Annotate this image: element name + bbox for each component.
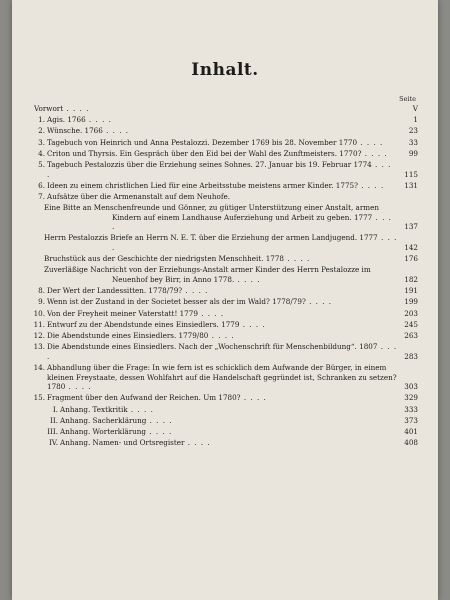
toc-entry-text (34, 115, 418, 125)
toc-entry-title: Wenn ist der Zustand in der Societet besser als der im Wald? 1778/79? (47, 297, 306, 307)
leader-dots: . . . . (239, 319, 266, 329)
toc-entry-title: Zuverläßige Nachricht von der Erziehungs-Anstalt armer Kinder des Herrn Pestalozze im Neuenhof bey Birr, in Anno 1778. (44, 265, 371, 285)
toc-entry-text (34, 438, 418, 448)
toc-entry-number: 6. (38, 180, 45, 190)
toc-entry-title: Anhang. Textkritik (60, 404, 128, 414)
toc-entry-page: 401 (404, 426, 418, 436)
leader-dots: . . . . (197, 308, 225, 318)
toc-entry-title: Anhang. Sacherklärung (60, 415, 147, 425)
toc-entry-number: 11. (33, 319, 45, 329)
toc-entry (34, 104, 418, 114)
toc-entry-page: 176 (404, 254, 418, 264)
toc-entry (34, 427, 418, 437)
toc-entry-text (34, 286, 418, 296)
toc-entry-text (34, 192, 418, 202)
toc-entry-text (34, 320, 418, 330)
leader-dots: . . . . (112, 233, 398, 253)
toc-entry-text (34, 363, 418, 392)
toc-entry-title: Die Abendstunde eines Einsiedlers. 1779/80 (47, 330, 209, 340)
toc-entry-number: II. (50, 415, 58, 425)
toc-entry-number: 7. (38, 191, 45, 201)
toc-entry-text (34, 203, 418, 232)
toc-entry-text (34, 254, 418, 264)
toc-entry-page: 303 (404, 382, 418, 392)
toc-entry-page: 191 (404, 286, 418, 296)
toc-entry-text (34, 393, 418, 403)
toc-entry-page: V (412, 104, 418, 113)
leader-dots: . . . . (234, 275, 261, 285)
toc-entry-title: Tagebuch Pestalozzis über die Erziehung seines Sohnes. 27. Januar bis 19. Februar 1774 (47, 159, 372, 169)
toc-entry-text (34, 233, 418, 252)
toc-entry (34, 138, 418, 148)
leader-dots: . . . . (65, 382, 92, 392)
toc-entry (34, 181, 418, 191)
toc-entry-title: Fragment über den Aufwand der Reichen. Um 1780? (47, 393, 241, 403)
toc-entry-title: Eine Bitte an Menschenfreunde und Gönner, zu gütiger Unterstützung einer Anstalt, armen Kindern auf einem Landhause Auferziehung und Arbeit zu geben. 1777 (44, 203, 379, 222)
toc-entry-title: Entwurf zu der Abendstunde eines Einsiedlers. 1779 (47, 319, 240, 329)
toc-entry-title: Anhang. Worterklärung (60, 426, 147, 436)
toc-entry-text (34, 149, 418, 159)
toc-entry-text (34, 309, 418, 319)
toc-entry-text (34, 331, 418, 341)
toc-entry-text (34, 416, 418, 426)
toc-entry-number: 5. (38, 159, 45, 169)
toc-entry-page: 408 (404, 438, 418, 448)
toc-entry (34, 192, 418, 202)
toc-entry-page: 131 (404, 180, 418, 190)
toc-entry (34, 286, 418, 296)
toc-entry-number: 2. (38, 126, 45, 136)
toc-entry-page: 33 (408, 137, 418, 147)
toc-entry-number: III. (47, 426, 58, 436)
toc-entry (34, 297, 418, 307)
toc-entry-text (34, 181, 418, 191)
toc-entry (34, 149, 418, 159)
toc-entry-title: Herrn Pestalozzis Briefe an Herrn N. E. T. über die Erziehung der armen Landjugend. 1777 (44, 233, 378, 243)
toc-entry-number: 3. (38, 137, 45, 147)
leader-dots: . . . . (146, 426, 173, 436)
toc-entry-title: Der Wert der Landessitten. 1778/79? (47, 286, 183, 296)
toc-entry-text (34, 427, 418, 437)
table-of-contents (34, 104, 418, 448)
toc-entry-page: 199 (404, 297, 418, 307)
leader-dots: . . . . (284, 254, 311, 264)
leader-dots: . . . . (182, 286, 209, 296)
toc-entry-text (34, 138, 418, 148)
leader-dots: . . . . (47, 159, 392, 179)
toc-entry (34, 309, 418, 319)
toc-entry-page: 99 (408, 148, 418, 158)
toc-entry-text (34, 104, 418, 114)
toc-entry (34, 203, 418, 232)
toc-entry-page: 23 (408, 126, 418, 136)
toc-entry-page: 203 (404, 308, 418, 318)
toc-entry-text (34, 160, 418, 179)
toc-entry-text (34, 265, 418, 284)
leader-dots: . . . . (102, 126, 130, 136)
toc-entry-text (34, 342, 418, 361)
toc-entry (34, 393, 418, 403)
toc-entry (34, 438, 418, 448)
leader-dots: . . . . (146, 415, 173, 425)
toc-entry-page: 142 (404, 243, 418, 253)
page-column-label: Seite (399, 95, 416, 103)
toc-entry-number: 13. (33, 342, 45, 352)
toc-entry-number: 15. (33, 393, 45, 403)
toc-entry-title: Die Abendstunde eines Einsiedlers. Nach der „Wochenschrift für Menschenbildung“. 1807 (47, 342, 378, 352)
toc-entry-title: Agis. 1766 (47, 115, 86, 125)
toc-entry-page: 115 (404, 169, 418, 179)
toc-entry-page: 333 (404, 404, 418, 414)
toc-entry-page: 263 (404, 330, 418, 340)
toc-entry (34, 331, 418, 341)
toc-entry-title: Criton und Thyrsis. Ein Gespräch über den Eid bei der Wahl des Zunftmeisters. 1770? (47, 148, 362, 158)
toc-entry (34, 233, 418, 252)
leader-dots: . . . . (184, 438, 211, 448)
toc-entry-page: 137 (404, 222, 418, 232)
toc-entry-page: 182 (404, 275, 418, 285)
toc-entry-title: Von der Freyheit meiner Vaterstatt! 1779 (47, 308, 198, 318)
toc-entry-title: Anhang. Namen- und Ortsregister (60, 438, 185, 448)
book-page (12, 0, 438, 600)
toc-entry (34, 363, 418, 392)
toc-entry (34, 254, 418, 264)
toc-entry-page: 283 (404, 351, 418, 361)
leader-dots: . . . . (357, 137, 384, 147)
toc-entry-page: 373 (404, 415, 418, 425)
leader-dots: . . . . (47, 342, 398, 361)
page-title: Inhalt. (191, 60, 259, 80)
toc-entry-page: 329 (404, 393, 418, 403)
toc-entry (34, 160, 418, 179)
toc-entry (34, 405, 418, 415)
toc-entry-page: 1 (413, 115, 418, 125)
leader-dots: . . . . (361, 148, 388, 158)
leader-dots: . . . . (357, 180, 385, 190)
toc-entry-title: Wünsche. 1766 (47, 126, 103, 136)
toc-entry (34, 115, 418, 125)
leader-dots: . . . . (240, 393, 267, 403)
toc-entry-title: Vorwort (34, 104, 64, 113)
toc-entry-number: 14. (33, 362, 45, 372)
toc-entry-title: Abhandlung über die Frage: In wie fern ist es schicklich dem Aufwande der Bürger, in einem kleinen Freystaate, dessen Wohlfahrt auf die Handelschaft gegründet ist, Schranken zu setzen? 1780 (47, 362, 397, 392)
toc-entry-number: 4. (38, 148, 45, 158)
toc-entry-number: 9. (38, 297, 45, 307)
toc-entry-text (34, 405, 418, 415)
toc-entry-number: I. (52, 404, 58, 414)
toc-entry (34, 265, 418, 284)
toc-entry-number: IV. (48, 438, 58, 448)
toc-entry-page: 245 (404, 319, 418, 329)
toc-entry-number: 1. (38, 115, 45, 125)
toc-entry-number: 10. (33, 308, 45, 318)
toc-entry (34, 126, 418, 136)
toc-entry-text (34, 126, 418, 136)
toc-entry-title: Bruchstück aus der Geschichte der niedrigsten Menschheit. 1778 (44, 254, 285, 264)
leader-dots: . . . . (127, 404, 154, 414)
toc-entry-number: 12. (33, 330, 45, 340)
toc-entry (34, 416, 418, 426)
leader-dots: . . . . (63, 104, 90, 113)
toc-entry-number: 8. (38, 286, 45, 296)
leader-dots: . . . . (85, 115, 112, 125)
toc-entry-title: Ideen zu einem christlichen Lied für eine Arbeitsstube meistens armer Kinder. 1775? (47, 180, 358, 190)
leader-dots: . . . . (112, 212, 392, 232)
toc-entry-title: Tagebuch von Heinrich und Anna Pestalozzi. Dezember 1769 bis 28. November 1770 (47, 137, 358, 147)
leader-dots: . . . . (305, 297, 333, 307)
toc-entry-text (34, 297, 418, 307)
toc-entry (34, 320, 418, 330)
toc-entry-title: Aufsätze über die Armenanstalt auf dem Neuhofe. (47, 191, 231, 201)
leader-dots: . . . . (208, 330, 235, 340)
toc-entry (34, 342, 418, 361)
